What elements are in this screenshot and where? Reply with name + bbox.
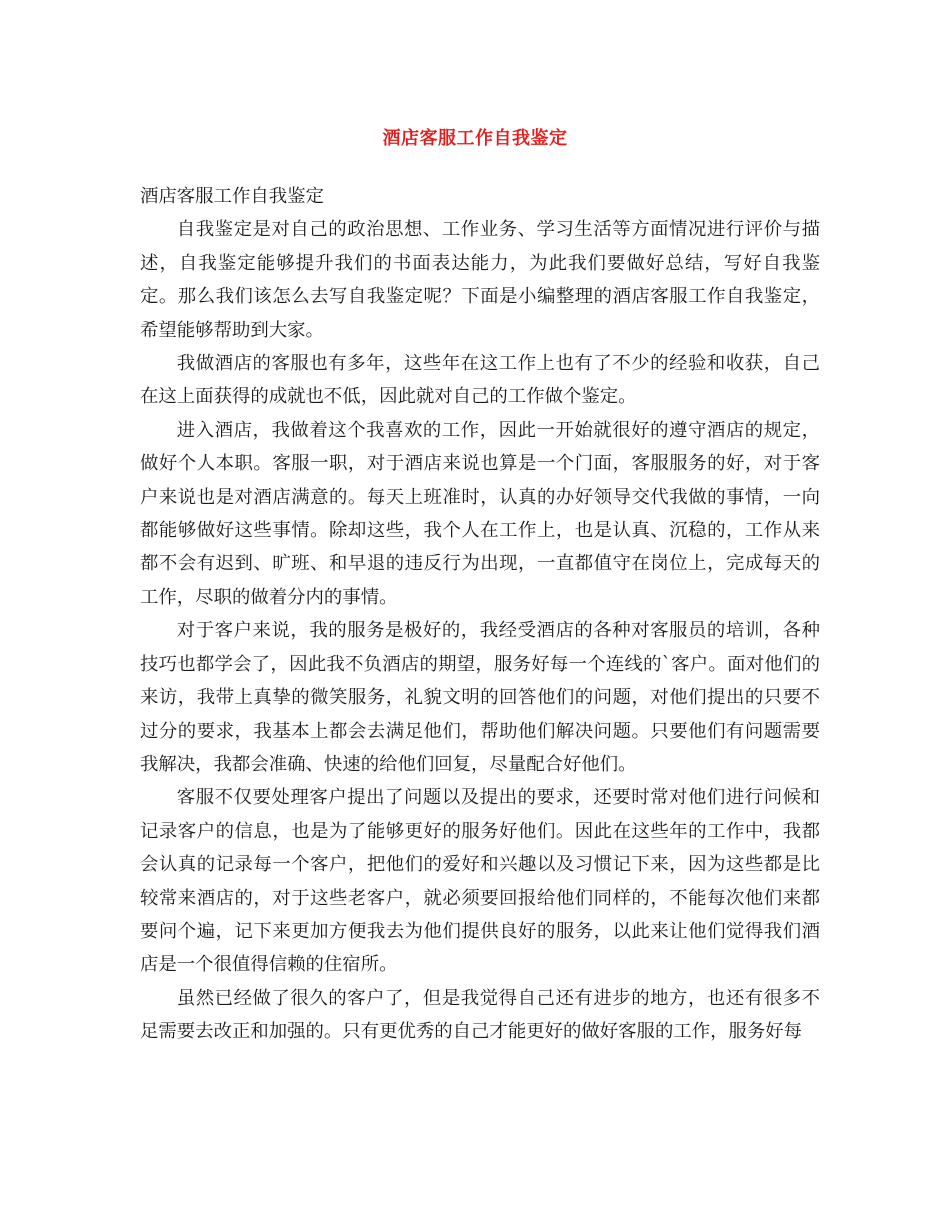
paragraph-records: 客服不仅要处理客户提出了问题以及提出的要求，还要时常对他们进行问候和记录客户的信息，也是为了能够更好的服务好他们。因此在这些年的工作中，我都会认真的记录每一个客户，把他们的爱好和兴趣以及习惯记下来，因为这些都是比较常来酒店的，对于这些老客户，就必须要回报给他们同样的，不能每次他们来都要问个遍，记下来更加方便我去为他们提供良好的服务，以此来让他们觉得我们酒店是一个很值得信赖的住宿所。	[140, 787, 820, 976]
paragraph-duties: 进入酒店，我做着这个我喜欢的工作，因此一开始就很好的遵守酒店的规定，做好个人本职。客服一职，对于酒店来说也算是一个门面，客服服务的好，对于客户来说也是对酒店满意的。每天上班准时，认真的办好领导交代我做的事情，一向都能够做好这些事情。除却这些，我个人在工作上，也是认真、沉稳的，工作从来都不会有迟到、旷班、和早退的违反行为出现，一直都值守在岗位上，完成每天的工作，尽职的做着分内的事情。	[140, 419, 820, 608]
document-body	[140, 180, 820, 1049]
paragraph-service: 对于客户来说，我的服务是极好的，我经受酒店的各种对客服员的培训，各种技巧也都学会了，因此我不负酒店的期望，服务好每一个连线的`客户。面对他们的来访，我带上真挚的微笑服务，礼貌文明的回答他们的问题，对他们提出的只要不过分的要求，我基本上都会去满足他们，帮助他们解决问题。只要他们有问题需要我解决，我都会准确、快速的给他们回复，尽量配合好他们。	[140, 620, 820, 775]
document-subtitle: 酒店客服工作自我鉴定	[140, 186, 324, 207]
paragraph-experience: 我做酒店的客服也有多年，这些年在这工作上也有了不少的经验和收获，自己在这上面获得的成就也不低，因此就对自己的工作做个鉴定。	[140, 353, 820, 408]
paragraph-improvement: 虽然已经做了很久的客户了，但是我觉得自己还有进步的地方，也还有很多不足需要去改正和加强的。只有更优秀的自己才能更好的做好客服的工作，服务好每	[140, 987, 820, 1043]
document-title: 酒店客服工作自我鉴定	[382, 128, 568, 149]
paragraph-intro: 自我鉴定是对自己的政治思想、工作业务、学习生活等方面情况进行评价与描述，自我鉴定能够提升我们的书面表达能力，为此我们要做好总结，写好自我鉴定。那么我们该怎么去写自我鉴定呢？下面是小编整理的酒店客服工作自我鉴定，希望能够帮助到大家。	[140, 219, 820, 341]
